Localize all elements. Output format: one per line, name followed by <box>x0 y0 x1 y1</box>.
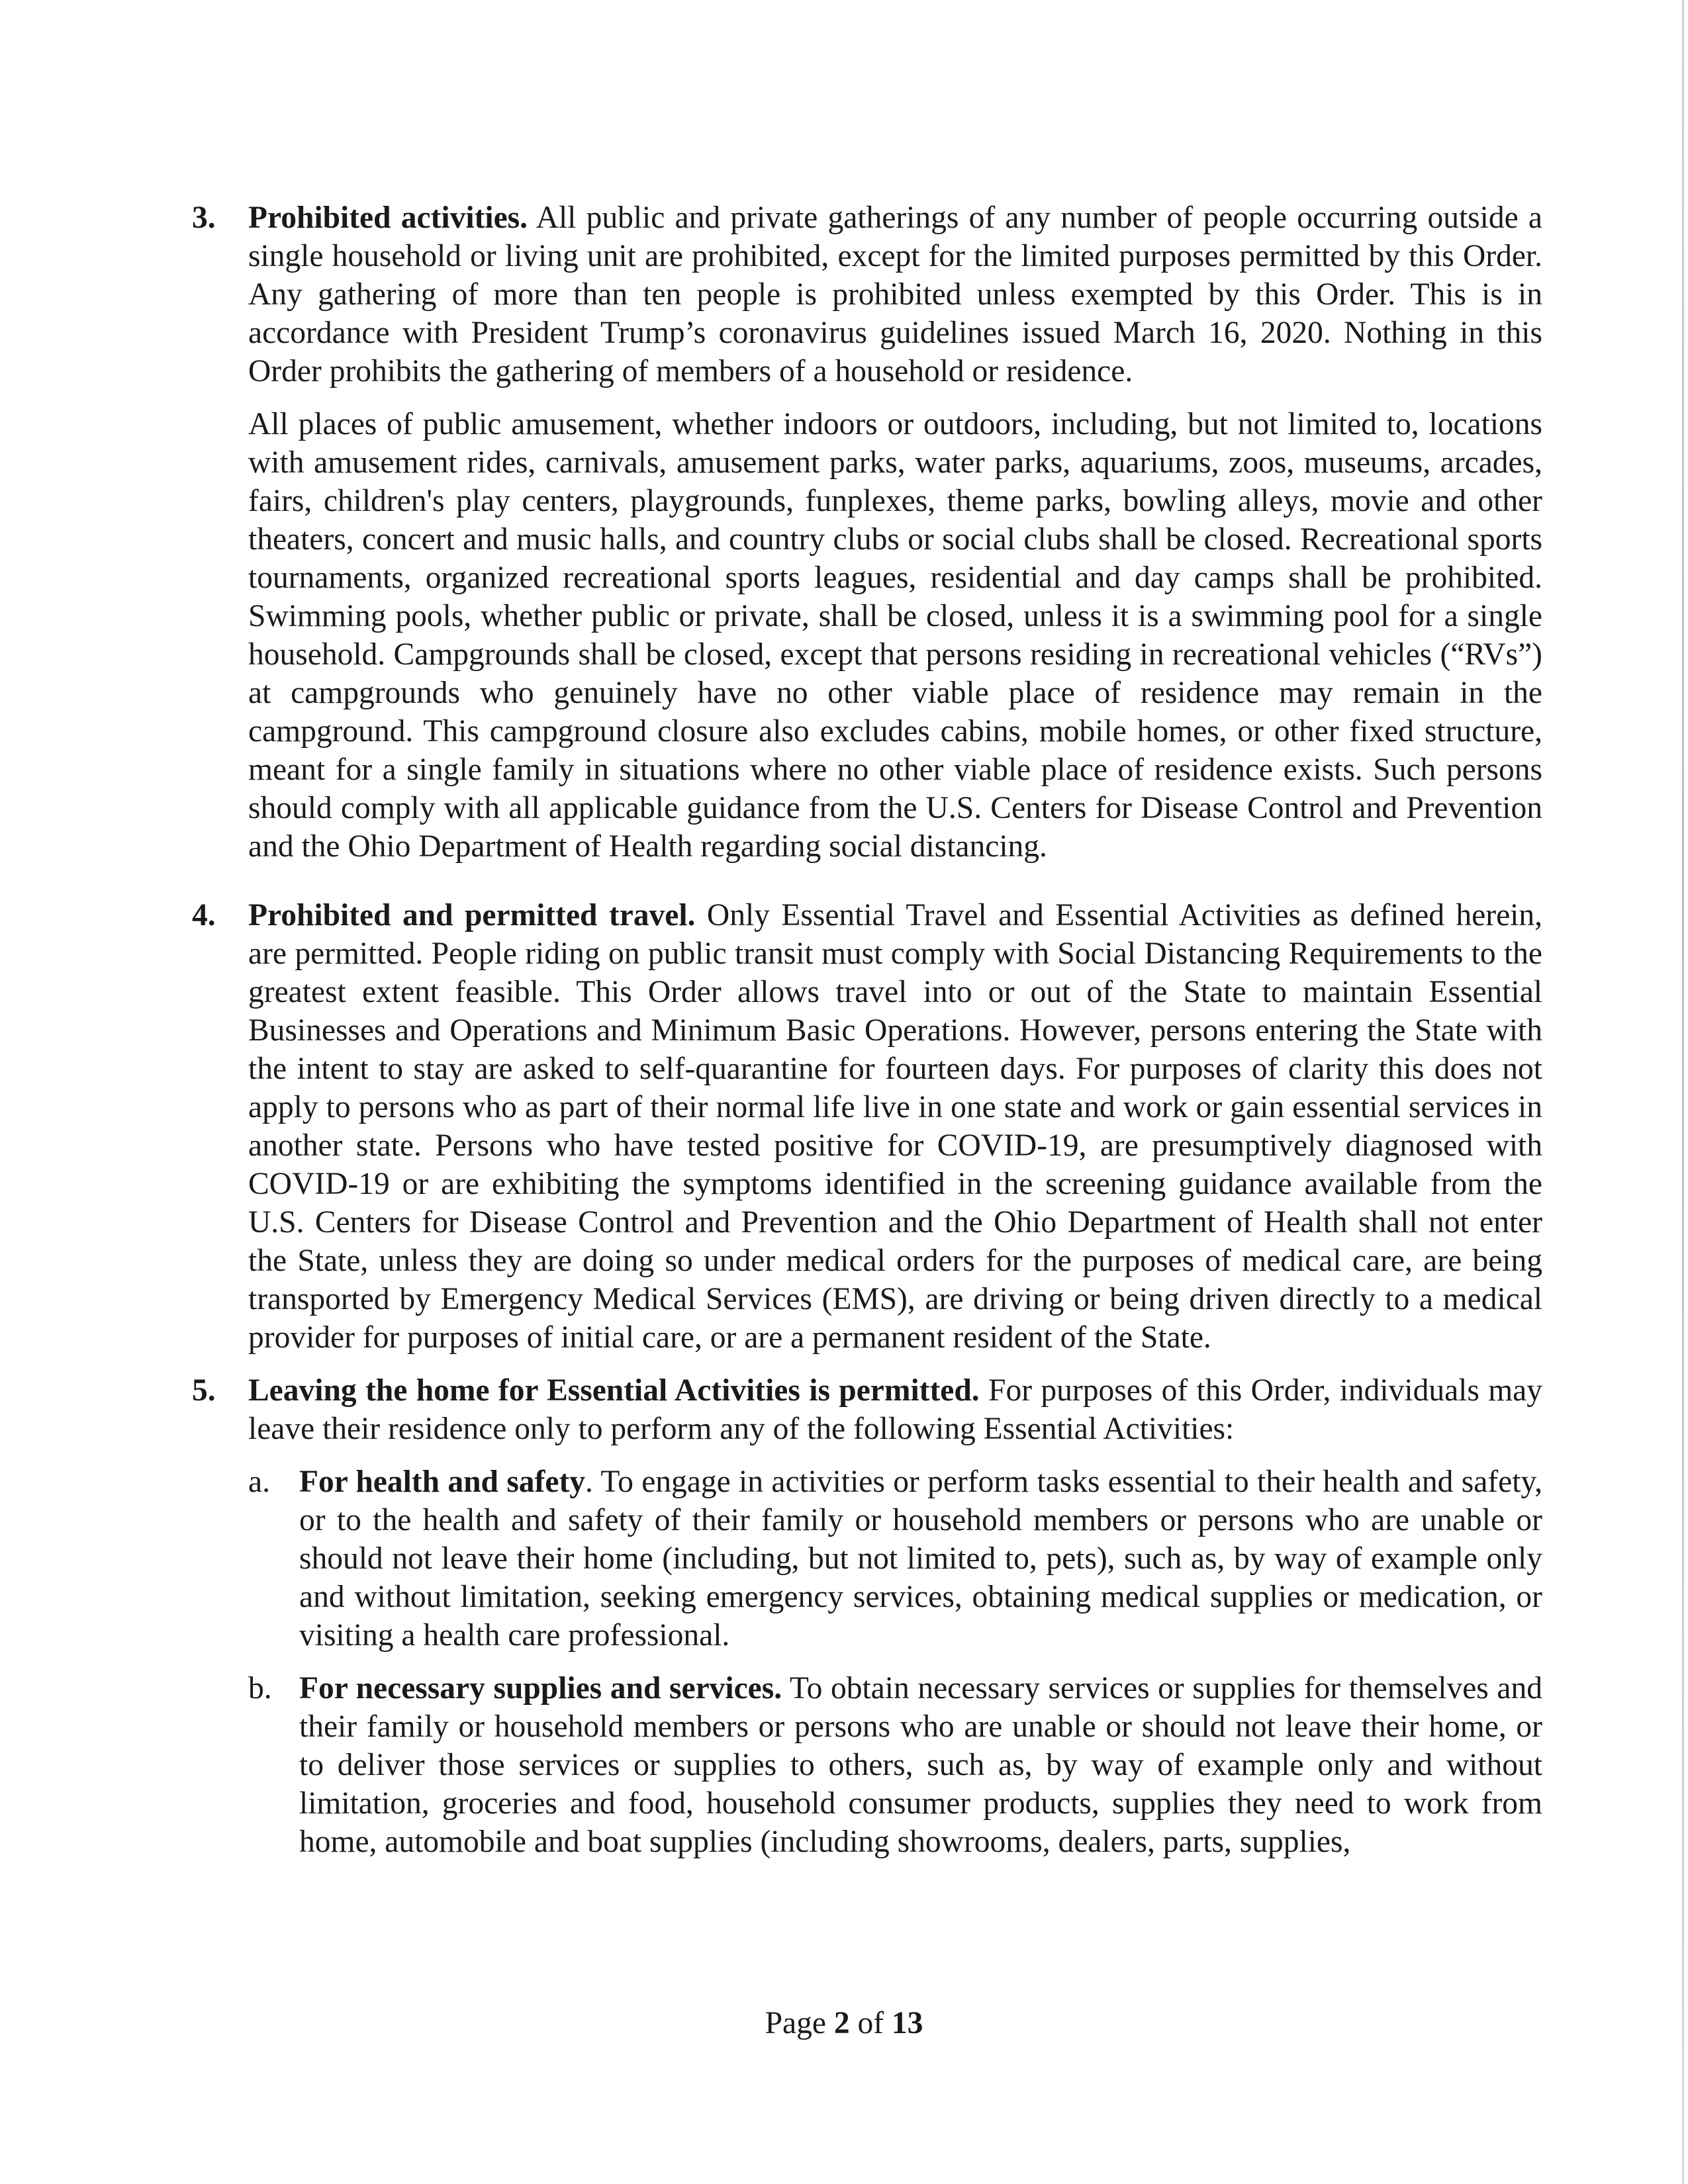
page-of-label: of <box>849 2006 892 2040</box>
section-text: All public and private gatherings of any number of people occurring outside a single household or living unit are prohibited, except for the limited purposes permitted by this Order. Any gathering of more than ten people is prohibited unless exempted by this Order. This is in accordance with President Trump’s coronavirus guidelines issued March 16, 2020. Nothing in this Order prohibits the gathering of members of a household or residence. <box>248 201 1542 388</box>
section-number: 4. <box>192 898 216 933</box>
section-heading: Prohibited activities. <box>248 201 528 235</box>
subitem-text: To obtain necessary services or supplies for themselves and their family or household members or persons who are unable or should not leave their home, or to deliver those services or supplies to others, such as, by way of example only and without limitation, groceries and food, household consumer products, supplies they need to work from home, automobile and boat supplies (including showrooms, dealers, parts, supplies, <box>299 1671 1542 1859</box>
section-number: 5. <box>192 1373 216 1408</box>
page-footer <box>0 2005 1688 2041</box>
subitem-b <box>192 1669 1542 1861</box>
section-number: 3. <box>192 201 216 235</box>
subitem-paragraph <box>299 1463 1542 1655</box>
subitem-letter: b. <box>248 1671 272 1706</box>
scan-edge-line <box>1682 0 1684 2184</box>
section-text: For purposes of this Order, individuals may leave their residence only to perform any of the following Essential Activities: <box>248 1373 1542 1446</box>
page-number: 2 <box>833 2006 850 2040</box>
section-heading: Prohibited and permitted travel. <box>248 898 696 933</box>
document-body <box>192 199 1542 1861</box>
subitem-text: . To engage in activities or perform tasks essential to their health and safety, or to the health and safety of their family or household members or persons who are unable or should not leave their home (including, but not limited to, pets), such as, by way of example only and without limitation, seeking emergency services, obtaining medical supplies or medication, or visiting a health care professional. <box>299 1465 1542 1653</box>
subitem-paragraph <box>299 1669 1542 1861</box>
section-paragraph-2: All places of public amusement, whether indoors or outdoors, including, but not limited to, locations with amusement rides, carnivals, amusement parks, water parks, aquariums, zoos, museums, arcades, fairs, children's play centers, playgrounds, funplexes, theme parks, bowling alleys, movie and other theaters, concert and music halls, and country clubs or social clubs shall be closed. Recreational sports tournaments, organized recreational sports leagues, residential and day camps shall be prohibited. Swimming pools, whether public or private, shall be closed, unless it is a swimming pool for a single household. Campgrounds shall be closed, except that persons residing in recreational vehicles (“RVs”) at campgrounds who genuinely have no other viable place of residence may remain in the campground. This campground closure also excludes cabins, mobile homes, or other fixed structure, meant for a single family in situations where no other viable place of residence exists. Such persons should comply with all applicable guidance from the U.S. Centers for Disease Control and Prevention and the Ohio Department of Health regarding social distancing. <box>248 407 1542 864</box>
subitem-letter: a. <box>248 1465 270 1499</box>
section-4 <box>192 896 1542 1357</box>
subitem-a <box>192 1463 1542 1655</box>
section-paragraph <box>248 199 1542 390</box>
page-label: Page <box>765 2006 834 2040</box>
section-text: Only Essential Travel and Essential Activities as defined herein, are permitted. People riding on public transit must comply with Social Distancing Requirements to the greatest extent feasible. This Order allows travel into or out of the State to maintain Essential Businesses and Operations and Minimum Basic Operations. However, persons entering the State with the intent to stay are asked to self-quarantine for fourteen days. For purposes of clarity this does not apply to persons who as part of their normal life live in one state and work or gain essential services in another state. Persons who have tested positive for COVID-19, are presumptively diagnosed with COVID-19 or are exhibiting the symptoms identified in the screening guidance available from the U.S. Centers for Disease Control and Prevention and the Ohio Department of Health shall not enter the State, unless they are doing so under medical orders for the purposes of medical care, are being transported by Emergency Medical Services (EMS), are driving or being driven directly to a medical provider for purposes of initial care, or are a permanent resident of the State. <box>248 898 1542 1355</box>
section-5 <box>192 1371 1542 1448</box>
section-paragraph <box>248 896 1542 1357</box>
section-heading: Leaving the home for Essential Activities is permitted. <box>248 1373 980 1408</box>
subitem-heading: For health and safety <box>299 1465 586 1499</box>
page-total: 13 <box>891 2006 923 2040</box>
section-paragraph <box>248 1371 1542 1448</box>
subitem-heading: For necessary supplies and services. <box>299 1671 782 1706</box>
section-3 <box>192 199 1542 866</box>
